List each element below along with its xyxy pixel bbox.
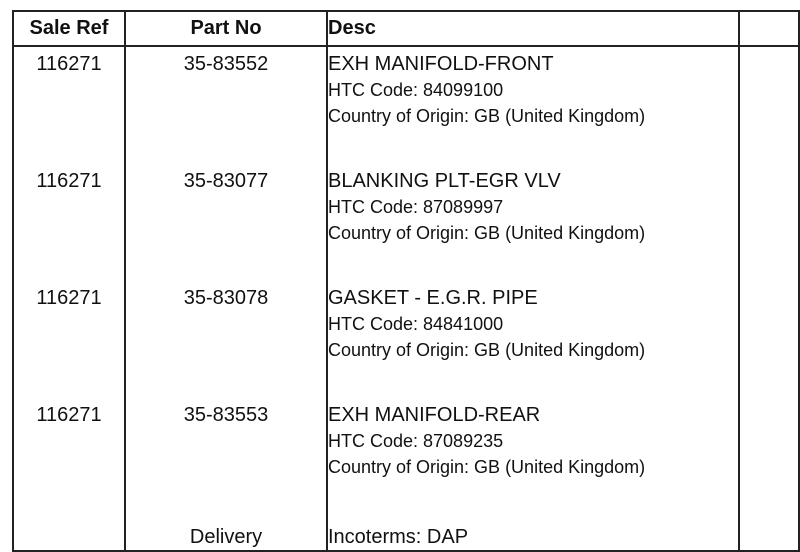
desc-cell [327, 164, 739, 281]
htc-code: HTC Code: 84099100 [328, 80, 504, 100]
country-of-origin: Country of Origin: GB (United Kingdom) [328, 457, 646, 477]
extra-cell [739, 515, 799, 551]
country-of-origin: Country of Origin: GB (United Kingdom) [328, 106, 646, 126]
extra-cell [739, 164, 799, 281]
item-description: EXH MANIFOLD-FRONT [328, 53, 554, 75]
part-no-cell: 35-83552 [125, 46, 327, 164]
extra-cell [739, 398, 799, 515]
header-extra-column [739, 11, 799, 46]
item-description: BLANKING PLT-EGR VLV [328, 170, 561, 192]
extra-cell [739, 281, 799, 398]
line-items-table [12, 10, 800, 552]
table-row [13, 46, 799, 164]
item-description: GASKET - E.G.R. PIPE [328, 287, 538, 309]
sale-ref-cell: 116271 [13, 281, 125, 398]
part-no-cell: 35-83077 [125, 164, 327, 281]
country-of-origin: Country of Origin: GB (United Kingdom) [328, 223, 646, 243]
delivery-label: Delivery [125, 515, 327, 551]
htc-code: HTC Code: 87089235 [328, 431, 504, 451]
htc-code: HTC Code: 87089997 [328, 197, 504, 217]
part-no-cell: 35-83553 [125, 398, 327, 515]
header-part-no: Part No [125, 11, 327, 46]
header-sale-ref: Sale Ref [13, 11, 125, 46]
desc-cell [327, 398, 739, 515]
header-desc: Desc [327, 11, 739, 46]
country-of-origin: Country of Origin: GB (United Kingdom) [328, 340, 646, 360]
extra-cell [739, 46, 799, 164]
desc-cell [327, 46, 739, 164]
sale-ref-cell: 116271 [13, 164, 125, 281]
htc-code: HTC Code: 84841000 [328, 314, 504, 334]
sale-ref-cell: 116271 [13, 398, 125, 515]
table-header-row [13, 11, 799, 46]
table-row [13, 164, 799, 281]
part-no-cell: 35-83078 [125, 281, 327, 398]
table-row [13, 281, 799, 398]
sale-ref-cell [13, 515, 125, 551]
incoterms-text: Incoterms: DAP [327, 515, 739, 551]
item-description: EXH MANIFOLD-REAR [328, 404, 541, 426]
desc-cell [327, 281, 739, 398]
sale-ref-cell: 116271 [13, 46, 125, 164]
table-row [13, 398, 799, 515]
delivery-row [13, 515, 799, 551]
